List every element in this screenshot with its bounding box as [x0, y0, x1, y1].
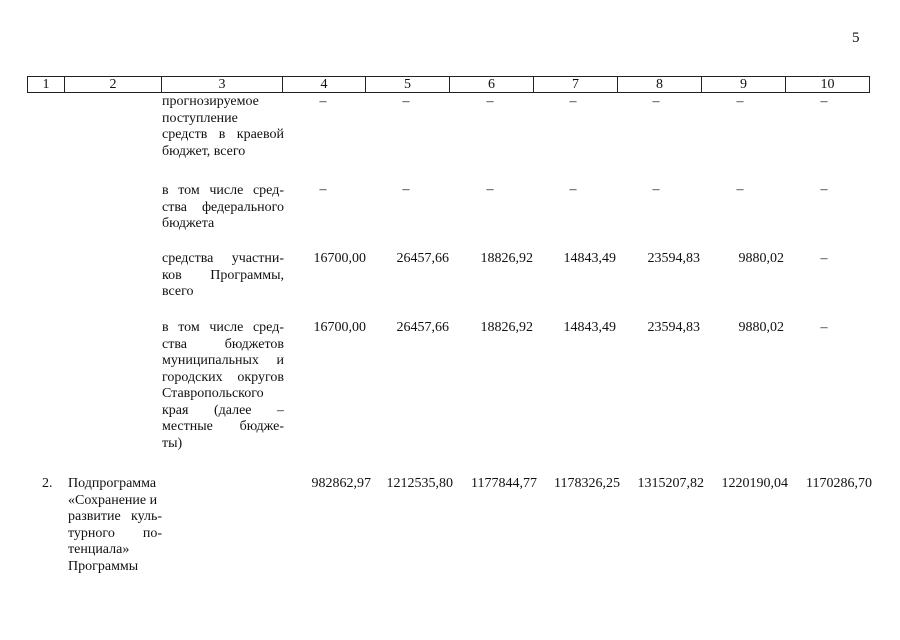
- value-cell: –: [486, 182, 494, 197]
- value-cell: 982862,97: [311, 476, 371, 491]
- description-line: ства федерального: [162, 199, 284, 215]
- description-line: турного по-: [68, 525, 162, 541]
- description-line: муниципальных и: [162, 353, 284, 368]
- value-cell: 16700,00: [313, 320, 366, 335]
- subprogram-number: 2.: [42, 476, 53, 491]
- column-header-6: 6: [450, 77, 534, 93]
- value-cell: –: [402, 182, 410, 197]
- column-header-9: 9: [702, 77, 786, 93]
- row-description: [162, 320, 284, 452]
- description-line: средства участни-: [162, 251, 284, 266]
- description-line: прогнозируемое: [162, 94, 259, 109]
- row-description: [162, 94, 284, 160]
- value-cell: 16700,00: [313, 251, 366, 266]
- column-header-10: 10: [786, 77, 870, 93]
- value-cell: 1170286,70: [806, 476, 872, 491]
- value-cell: 23594,83: [647, 251, 700, 266]
- description-line: «Сохранение и: [68, 492, 158, 508]
- description-line: ков Программы,: [162, 267, 284, 283]
- description-line: в том числе сред-: [162, 183, 284, 198]
- description-line: ты): [162, 435, 183, 451]
- value-cell: 14843,49: [563, 251, 616, 266]
- row-description: [162, 251, 284, 301]
- description-line: в том числе сред-: [162, 320, 284, 335]
- value-cell: 18826,92: [480, 320, 533, 335]
- value-cell: 26457,66: [396, 251, 449, 266]
- value-cell: 26457,66: [396, 320, 449, 335]
- value-cell: 1315207,82: [637, 476, 704, 491]
- description-line: всего: [162, 284, 194, 299]
- description-line: бюджет, всего: [162, 143, 246, 159]
- column-header-7: 7: [534, 77, 618, 93]
- description-line: городских округов: [162, 369, 284, 385]
- row-description: [162, 183, 284, 233]
- description-line: Ставропольского: [162, 386, 264, 401]
- description-line: Подпрограмма: [68, 476, 157, 491]
- value-cell: –: [736, 94, 744, 109]
- description-line: ства бюджетов: [162, 336, 284, 352]
- value-cell: 9880,02: [738, 320, 784, 335]
- value-cell: –: [569, 182, 577, 197]
- value-cell: –: [319, 94, 327, 109]
- description-line: тенциала»: [68, 542, 130, 557]
- value-cell: 1220190,04: [721, 476, 788, 491]
- value-cell: –: [736, 182, 744, 197]
- value-cell: –: [569, 94, 577, 109]
- description-line: развитие куль-: [68, 509, 162, 524]
- value-cell: 1178326,25: [554, 476, 620, 491]
- value-cell: 1177844,77: [471, 476, 537, 491]
- value-cell: –: [820, 320, 828, 335]
- column-header-2: 2: [65, 77, 162, 93]
- value-cell: –: [820, 251, 828, 266]
- column-header-4: 4: [283, 77, 366, 93]
- column-header-1: 1: [28, 77, 65, 93]
- column-header-8: 8: [618, 77, 702, 93]
- description-line: средств в краевой: [162, 127, 284, 142]
- value-cell: –: [652, 182, 660, 197]
- value-cell: –: [652, 94, 660, 109]
- page-number: 5: [852, 30, 860, 46]
- value-cell: 18826,92: [480, 251, 533, 266]
- value-cell: –: [820, 94, 828, 109]
- column-header-row: [28, 77, 870, 93]
- description-line: поступление: [162, 110, 238, 126]
- description-line: края (далее –: [162, 402, 284, 418]
- value-cell: 9880,02: [738, 251, 784, 266]
- value-cell: 23594,83: [647, 320, 700, 335]
- column-header-table: [27, 76, 870, 93]
- value-cell: –: [486, 94, 494, 109]
- value-cell: –: [319, 182, 327, 197]
- description-line: Программы: [68, 558, 139, 574]
- description-line: местные бюдже-: [162, 419, 284, 434]
- value-cell: 14843,49: [563, 320, 616, 335]
- column-header-3: 3: [162, 77, 283, 93]
- subprogram-description: [68, 476, 162, 575]
- column-header-5: 5: [366, 77, 450, 93]
- value-cell: –: [402, 94, 410, 109]
- description-line: бюджета: [162, 216, 215, 231]
- value-cell: 1212535,80: [386, 476, 453, 491]
- value-cell: –: [820, 182, 828, 197]
